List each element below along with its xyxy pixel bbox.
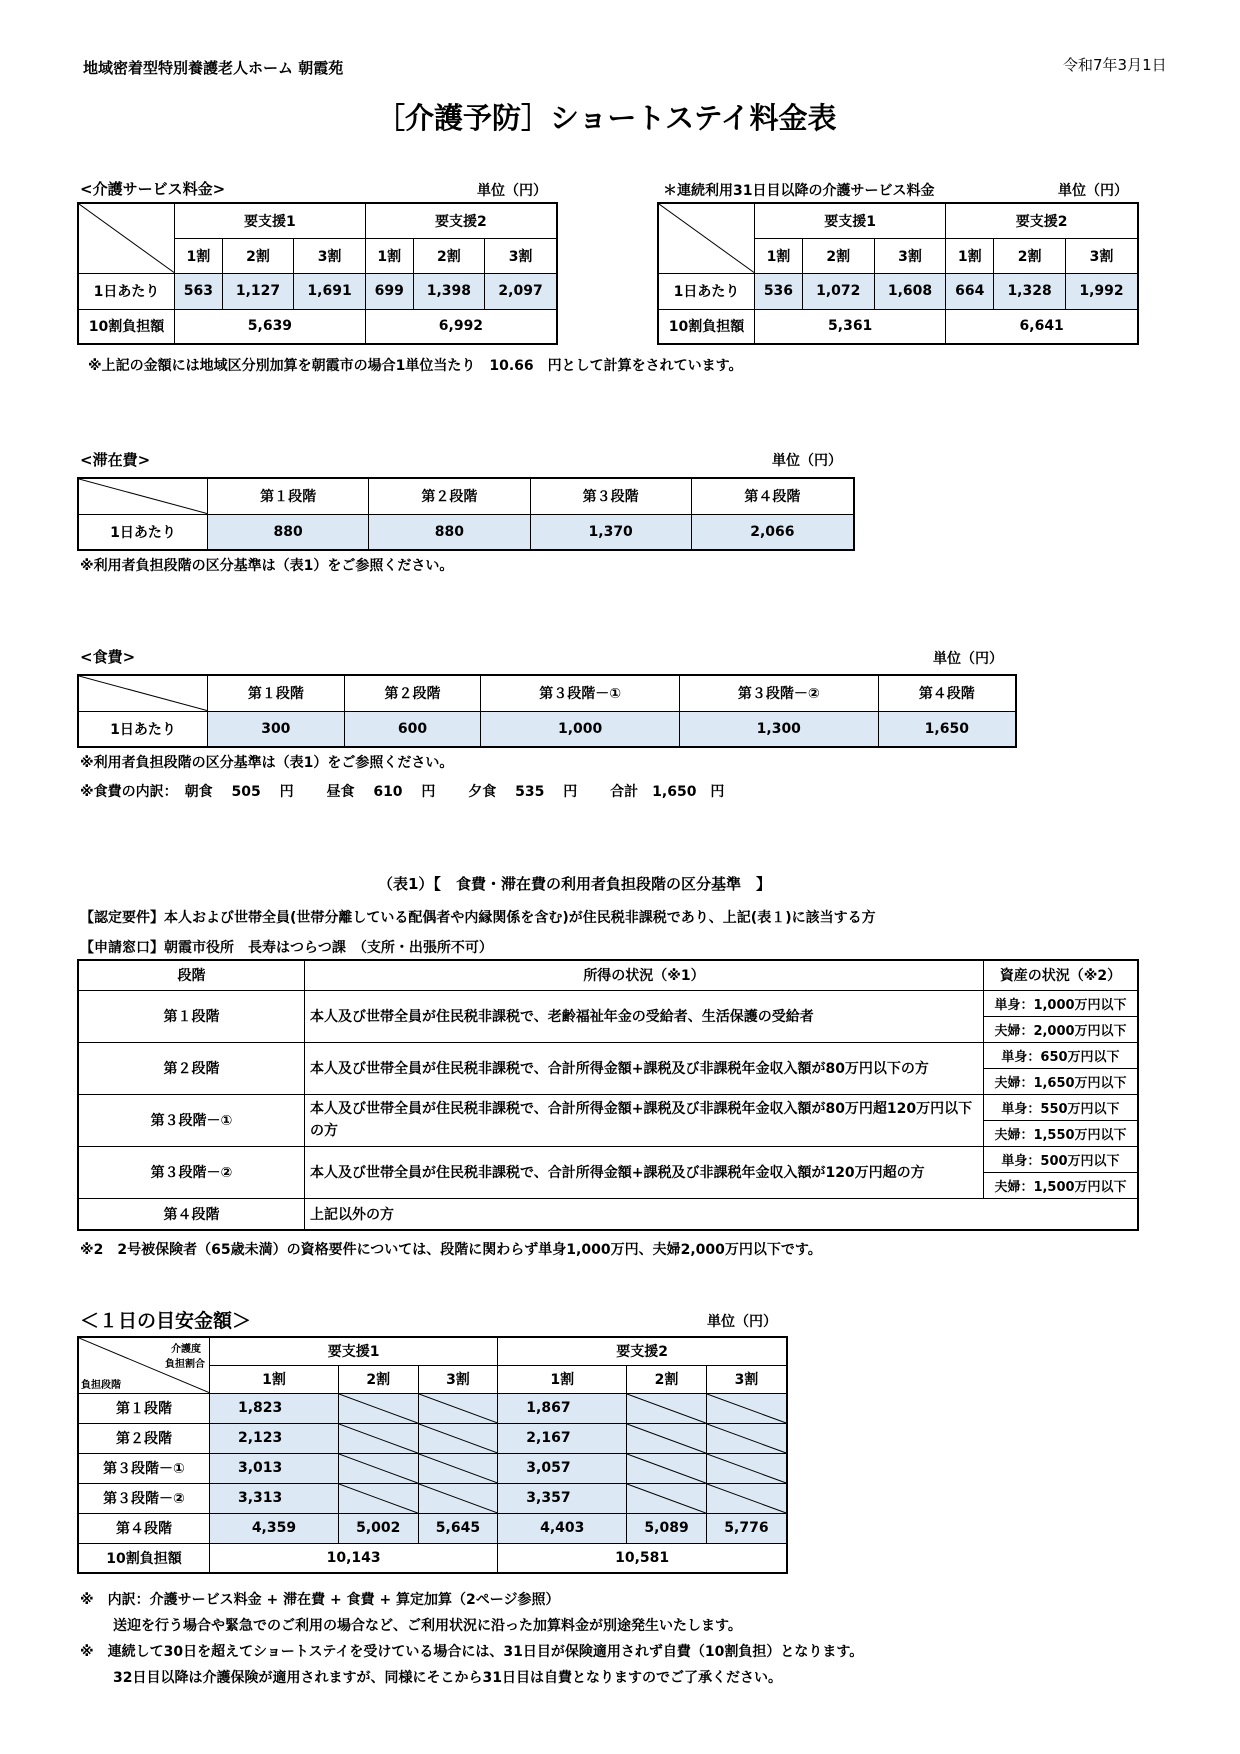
table1-note: ※2 2号被保険者（65歳未満）の資格要件については、段階に関わらず単身1,000万円、夫婦2,000万円以下です。 [80,1242,822,1258]
stage-cell: 第２段階 [78,1042,305,1094]
criteria-header: 資産の状況（※2） [984,960,1139,990]
fee-cell: 880 [369,514,530,550]
fee-cell: 300 [208,711,345,747]
row-label: 第２段階 [78,1423,210,1453]
fee-cell: 1,127 [222,273,294,309]
estimate-cell: 4,359 [210,1513,339,1543]
table1-requirement: 【認定要件】本人および世帯全員(世帯分離している配偶者や内縁関係を含む)が住民税非課税であり、上記(表１)に該当する方 [80,910,876,926]
stage-header: 第３段階 [530,478,691,514]
fee-cell: 1,398 [413,273,485,309]
group-header: 要支援2 [365,203,557,238]
fee-cell: 880 [208,514,369,550]
service-unit: 単位（円） [477,183,547,199]
food-heading: <食費> [80,648,136,666]
row-label: 1日あたり [658,273,755,309]
stage-cell: 第３段階－② [78,1146,305,1198]
table-corner [78,203,175,273]
asset-couple: 夫婦：1,550万円以下 [984,1120,1139,1146]
criteria-table [77,959,1139,1231]
rate-header: 2割 [338,1365,418,1393]
table-corner [78,675,208,711]
group-header: 要支援1 [755,203,946,238]
stage-header: 第１段階 [208,675,345,711]
fee-cell: 536 [755,273,803,309]
group-header: 要支援2 [946,203,1138,238]
rate-header: 2割 [994,238,1066,273]
stage-header: 第４段階 [691,478,854,514]
row-label: 第４段階 [78,1513,210,1543]
rate-header: 2割 [627,1365,707,1393]
service31-heading: ＊連続利用31日目以降の介護サービス料金 [663,183,935,199]
table-corner [78,478,208,514]
total-cell: 10,143 [210,1543,498,1573]
estimate-cell: 5,776 [706,1513,787,1543]
estimate-cell: 1,867 [498,1393,627,1423]
total-cell: 5,361 [755,309,946,344]
estimate-cell: 3,357 [498,1483,627,1513]
rate-header: 3割 [874,238,946,273]
empty-cell [418,1393,498,1423]
empty-cell [627,1393,707,1423]
fee-cell: 1,608 [874,273,946,309]
asset-couple: 夫婦：1,500万円以下 [984,1172,1139,1198]
fee-cell: 1,300 [679,711,878,747]
fee-cell: 664 [946,273,994,309]
empty-cell [627,1423,707,1453]
rate-header: 1割 [365,238,413,273]
table-corner [658,203,755,273]
rate-header: 1割 [175,238,223,273]
stay-heading: <滞在費> [80,451,151,469]
corner-label-mid: 負担割合 [165,1359,205,1370]
service31-unit: 単位（円） [1058,183,1128,199]
rate-header: 3割 [1065,238,1138,273]
fee-cell: 600 [344,711,481,747]
fee-cell: 1,691 [294,273,366,309]
row-label: 10割負担額 [658,309,755,344]
income-cell: 本人及び世帯全員が住民税非課税で、老齢福祉年金の受給者、生活保護の受給者 [305,990,984,1042]
empty-cell [338,1393,418,1423]
footnote: 32日目以降は介護保険が適用されますが、同様にそこから31日目は自費となりますのでご了承ください。 [113,1670,782,1686]
rate-header: 2割 [222,238,294,273]
fee-cell: 1,328 [994,273,1066,309]
total-cell: 5,639 [175,309,366,344]
stage-cell: 第４段階 [78,1198,305,1230]
empty-cell [627,1453,707,1483]
rate-header: 3割 [418,1365,498,1393]
income-cell: 本人及び世帯全員が住民税非課税で、合計所得金額+課税及び非課税年金収入額が80万円以下の方 [305,1042,984,1094]
rate-header: 1割 [498,1365,627,1393]
total-cell: 6,992 [365,309,557,344]
empty-cell [706,1423,787,1453]
stage-cell: 第１段階 [78,990,305,1042]
footnote: ※ 内訳：介護サービス料金 + 滞在費 + 食費 + 算定加算（2ページ参照） [80,1592,560,1608]
footnote: ※ 連続して30日を超えてショートステイを受けている場合には、31日目が保険適用されず自費（10割負担）となります。 [80,1644,864,1660]
rate-header: 2割 [802,238,874,273]
estimate-cell: 5,002 [338,1513,418,1543]
rate-header: 1割 [946,238,994,273]
estimate-cell: 4,403 [498,1513,627,1543]
group-header: 要支援2 [498,1337,787,1365]
row-label: 第３段階－② [78,1483,210,1513]
fee-cell: 2,066 [691,514,854,550]
food-note: ※利用者負担段階の区分基準は（表1）をご参照ください。 [80,755,454,771]
facility-name: 地域密着型特別養護老人ホーム 朝霞苑 [83,59,344,77]
estimate-cell: 1,823 [210,1393,339,1423]
empty-cell [338,1483,418,1513]
stage-header: 第３段階－② [679,675,878,711]
income-cell: 本人及び世帯全員が住民税非課税で、合計所得金額+課税及び非課税年金収入額が80万円超120万円以下の方 [305,1094,984,1146]
stage-header: 第３段階－① [481,675,680,711]
row-label: 1日あたり [78,514,208,550]
asset-single: 単身：650万円以下 [984,1042,1139,1068]
criteria-header: 所得の状況（※1） [305,960,984,990]
estimate-cell: 5,645 [418,1513,498,1543]
row-label: 第１段階 [78,1393,210,1423]
footnote: 送迎を行う場合や緊急でのご利用の場合など、ご利用状況に沿った加算料金が別途発生いたします。 [113,1618,742,1634]
criteria-header: 段階 [78,960,305,990]
fee-cell: 563 [175,273,223,309]
rate-header: 1割 [210,1365,339,1393]
row-label: 1日あたり [78,273,175,309]
estimate-cell: 3,013 [210,1453,339,1483]
empty-cell [338,1453,418,1483]
document-date: 令和7年3月1日 [1063,56,1167,74]
stage-cell: 第３段階－① [78,1094,305,1146]
fee-cell: 1,370 [530,514,691,550]
food-breakdown: ※食費の内訳： 朝食 505 円 昼食 610 円 夕食 535 円 合計 1,650 円 [80,784,725,800]
group-header: 要支援1 [175,203,366,238]
income-cell: 上記以外の方 [305,1198,1139,1230]
estimate-cell: 2,167 [498,1423,627,1453]
table1-window: 【申請窓口】朝霞市役所 長寿はつらつ課 （支所・出張所不可） [80,940,493,956]
daily-heading: ＜１日の目安金額＞ [80,1310,252,1332]
asset-couple: 夫婦：1,650万円以下 [984,1068,1139,1094]
fee-cell: 1,650 [878,711,1016,747]
row-label: 10割負担額 [78,1543,210,1573]
fee-cell: 1,000 [481,711,680,747]
empty-cell [418,1483,498,1513]
empty-cell [338,1423,418,1453]
empty-cell [706,1483,787,1513]
empty-cell [706,1393,787,1423]
service-fee-table [77,202,558,345]
service-heading: <介護サービス料金> [80,180,226,198]
total-cell: 6,641 [946,309,1138,344]
stage-header: 第２段階 [369,478,530,514]
service31-fee-table [657,202,1139,345]
estimate-cell: 5,089 [627,1513,707,1543]
service-note: ※上記の金額には地域区分別加算を朝霞市の場合1単位当たり 10.66 円として計算をされています。 [88,358,743,374]
daily-estimate-table [77,1336,788,1574]
asset-single: 単身：500万円以下 [984,1146,1139,1172]
fee-cell: 1,992 [1065,273,1138,309]
empty-cell [418,1423,498,1453]
fee-cell: 1,072 [802,273,874,309]
fee-cell: 699 [365,273,413,309]
empty-cell [418,1453,498,1483]
corner-label-bottom: 負担段階 [81,1379,121,1391]
stage-header: 第１段階 [208,478,369,514]
stay-fee-table [77,477,855,551]
rate-header: 2割 [413,238,485,273]
group-header: 要支援1 [210,1337,498,1365]
estimate-cell: 3,313 [210,1483,339,1513]
row-label: 1日あたり [78,711,208,747]
rate-header: 3割 [294,238,366,273]
stage-header: 第２段階 [344,675,481,711]
fee-cell: 2,097 [485,273,557,309]
food-unit: 単位（円） [933,651,1003,667]
income-cell: 本人及び世帯全員が住民税非課税で、合計所得金額+課税及び非課税年金収入額が120万円超の方 [305,1146,984,1198]
table1-title: （表1）【 食費・滞在費の利用者負担段階の区分基準 】 [378,875,771,893]
corner-label-top: 介護度 [171,1344,201,1355]
estimate-cell: 3,057 [498,1453,627,1483]
total-cell: 10,581 [498,1543,787,1573]
row-label: 第３段階－① [78,1453,210,1483]
empty-cell [627,1483,707,1513]
food-fee-table [77,674,1017,748]
empty-cell [706,1453,787,1483]
asset-single: 単身：550万円以下 [984,1094,1139,1120]
rate-header: 1割 [755,238,803,273]
rate-header: 3割 [706,1365,787,1393]
page-title: ［介護予防］ショートステイ料金表 [376,101,837,135]
estimate-cell: 2,123 [210,1423,339,1453]
asset-couple: 夫婦：2,000万円以下 [984,1016,1139,1042]
stay-note: ※利用者負担段階の区分基準は（表1）をご参照ください。 [80,558,454,574]
rate-header: 3割 [485,238,557,273]
asset-single: 単身：1,000万円以下 [984,990,1139,1016]
stage-header: 第４段階 [878,675,1016,711]
stay-unit: 単位（円） [772,453,842,469]
daily-unit: 単位（円） [707,1314,777,1330]
table-corner [78,1337,210,1393]
row-label: 10割負担額 [78,309,175,344]
